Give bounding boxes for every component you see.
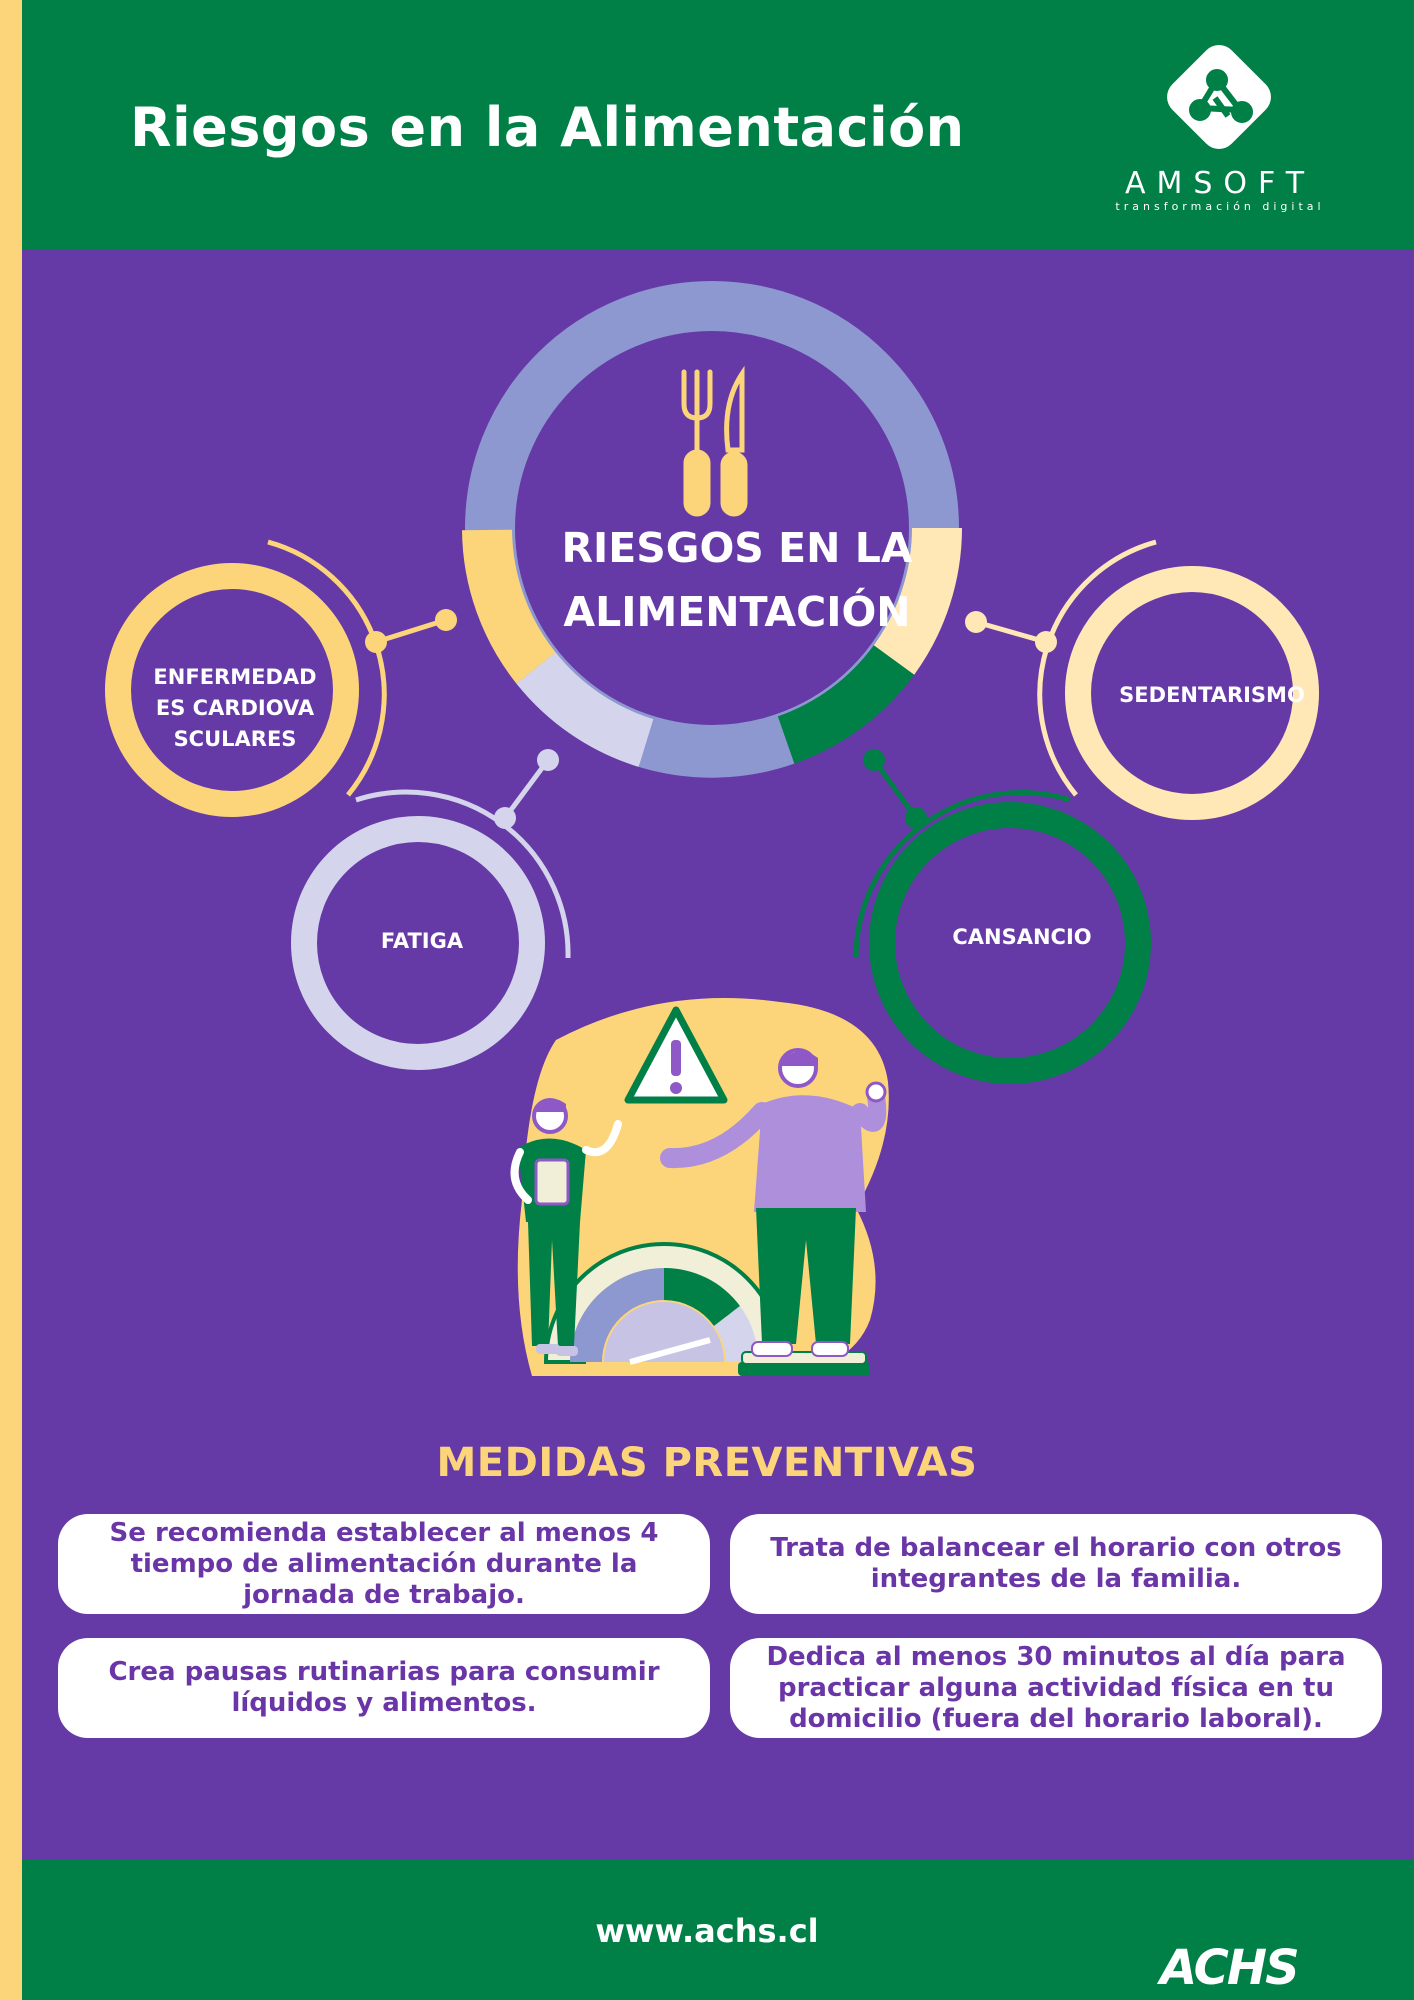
node-label-cansancio: CANSANCIO [952, 925, 1092, 949]
node-label-cardiovascular: ENFERMEDADES CARDIOVASCULARES [153, 665, 317, 751]
page-title: Riesgos en la Alimentación [130, 96, 965, 159]
preventive-card: Crea pausas rutinarias para consumir líquidos y alimentos. [58, 1638, 710, 1738]
nutrition-illustration [515, 998, 889, 1376]
node-label-sedentarismo: SEDENTARISMO [1119, 683, 1305, 707]
preventive-card: Se recomienda establecer al menos 4 tiempo de alimentación durante la jornada de trabajo. [58, 1514, 710, 1614]
amsoft-logo-tagline: transformación digital [1115, 200, 1325, 213]
footer-url-link[interactable]: www.achs.cl [595, 1912, 819, 1950]
left-accent-stripe [0, 0, 22, 2000]
node-right-ring [965, 542, 1306, 807]
center-title: RIESGOS EN LA ALIMENTACIÓN [561, 524, 913, 636]
node-bottom-left-ring [304, 749, 568, 1057]
risk-diagram [22, 250, 1414, 1450]
amsoft-logo-name: AMSOFT [1124, 166, 1316, 201]
main-panel [22, 250, 1414, 1860]
fork-knife-icon [684, 372, 745, 514]
preventive-card: Trata de balancear el horario con otros integrantes de la familia. [730, 1514, 1382, 1614]
preventive-card: Dedica al menos 30 minutos al día para practicar alguna actividad física en tu domicilio (fuera del horario laboral). [730, 1638, 1382, 1738]
achs-logo: ACHS [1160, 1940, 1298, 1996]
amsoft-logo-icon [1160, 38, 1278, 156]
preventive-section-title: MEDIDAS PREVENTIVAS [436, 1440, 978, 1486]
node-label-fatiga: FATIGA [380, 929, 464, 953]
node-bottom-right-ring [856, 749, 1138, 1071]
